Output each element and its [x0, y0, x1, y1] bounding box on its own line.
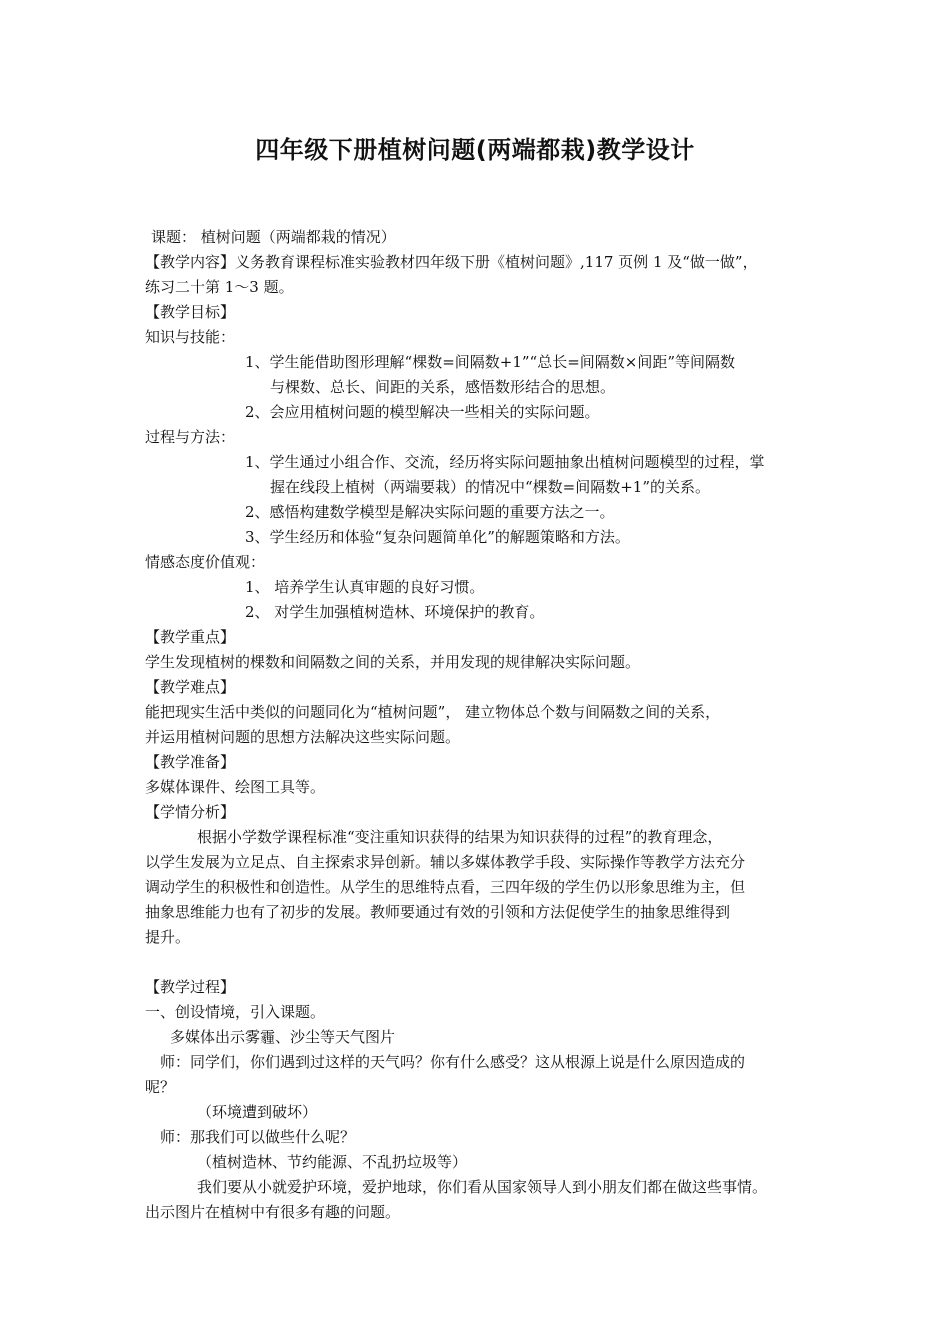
text-line: 3、学生经历和体验“复杂问题简单化”的解题策略和方法。 [245, 528, 630, 546]
text-line: 并运用植树问题的思想方法解决这些实际问题。 [145, 728, 461, 746]
text-line: 情感态度价值观： [145, 553, 266, 571]
text-line: 1、学生能借助图形理解“棵数=间隔数+1”“总长=间隔数×间距”等间隔数 [245, 353, 736, 371]
text-line: 【教学目标】 [145, 303, 236, 321]
text-line: （植树造林、节约能源、不乱扔垃圾等） [197, 1153, 468, 1171]
text-line: 我们要从小就爱护环境，爱护地球，你们看从国家领导人到小朋友们都在做这些事情。 [197, 1178, 768, 1196]
text-line: 以学生发展为立足点、自主探索求异创新。辅以多媒体教学手段、实际操作等教学方法充分 [145, 853, 746, 871]
text-line: 【教学过程】 [145, 978, 236, 996]
text-line: （环境遭到破坏） [197, 1103, 318, 1121]
text-line: 【教学重点】 [145, 628, 236, 646]
text-line: 多媒体课件、绘图工具等。 [145, 778, 326, 796]
text-line: 调动学生的积极性和创造性。从学生的思维特点看，三四年级的学生仍以形象思维为主，但 [145, 878, 746, 896]
text-line: 呢？ [145, 1078, 176, 1096]
document-title: 四年级下册植树问题(两端都栽)教学设计 [255, 136, 695, 164]
text-line: 握在线段上植树（两端要栽）的情况中“棵数=间隔数+1”的关系。 [270, 478, 711, 496]
text-line: 1、学生通过小组合作、交流，经历将实际问题抽象出植树问题模型的过程，掌 [245, 453, 765, 471]
text-line: 2、会应用植树问题的模型解决一些相关的实际问题。 [245, 403, 600, 421]
text-line: 能把现实生活中类似的问题同化为“植树问题”， 建立物体总个数与间隔数之间的关系， [145, 703, 721, 721]
text-line: 2、 对学生加强植树造林、环境保护的教育。 [245, 603, 545, 621]
text-line: 一、创设情境，引入课题。 [145, 1003, 326, 1021]
text-line: 与棵数、总长、间距的关系，感悟数形结合的思想。 [270, 378, 616, 396]
text-line: 出示图片在植树中有很多有趣的问题。 [145, 1203, 401, 1221]
text-line: 练习二十第 1～3 题。 [145, 278, 294, 296]
text-line: 课题： 植树问题（两端都栽的情况） [151, 228, 396, 246]
text-line: 【教学难点】 [145, 678, 236, 696]
text-line: 【教学内容】义务教育课程标准实验教材四年级下册《植树问题》,117 页例 1 及“做一做”， [145, 253, 758, 271]
text-line: 【学情分析】 [145, 803, 236, 821]
text-line: 师：那我们可以做些什么呢？ [160, 1128, 356, 1146]
text-line: 【教学准备】 [145, 753, 236, 771]
text-line: 提升。 [145, 928, 191, 946]
text-line: 1、 培养学生认真审题的良好习惯。 [245, 578, 485, 596]
text-line: 师：同学们，你们遇到过这样的天气吗？你有什么感受？这从根源上说是什么原因造成的 [160, 1053, 746, 1071]
text-line: 2、感悟构建数学模型是解决实际问题的重要方法之一。 [245, 503, 615, 521]
text-line: 学生发现植树的棵数和间隔数之间的关系，并用发现的规律解决实际问题。 [145, 653, 641, 671]
text-line: 抽象思维能力也有了初步的发展。教师要通过有效的引领和方法促使学生的抽象思维得到 [145, 903, 731, 921]
text-line: 过程与方法： [145, 428, 236, 446]
text-line: 根据小学数学课程标准“变注重知识获得的结果为知识获得的过程”的教育理念， [197, 828, 723, 846]
text-line: 知识与技能： [145, 328, 236, 346]
text-line: 多媒体出示雾霾、沙尘等天气图片 [170, 1028, 396, 1046]
